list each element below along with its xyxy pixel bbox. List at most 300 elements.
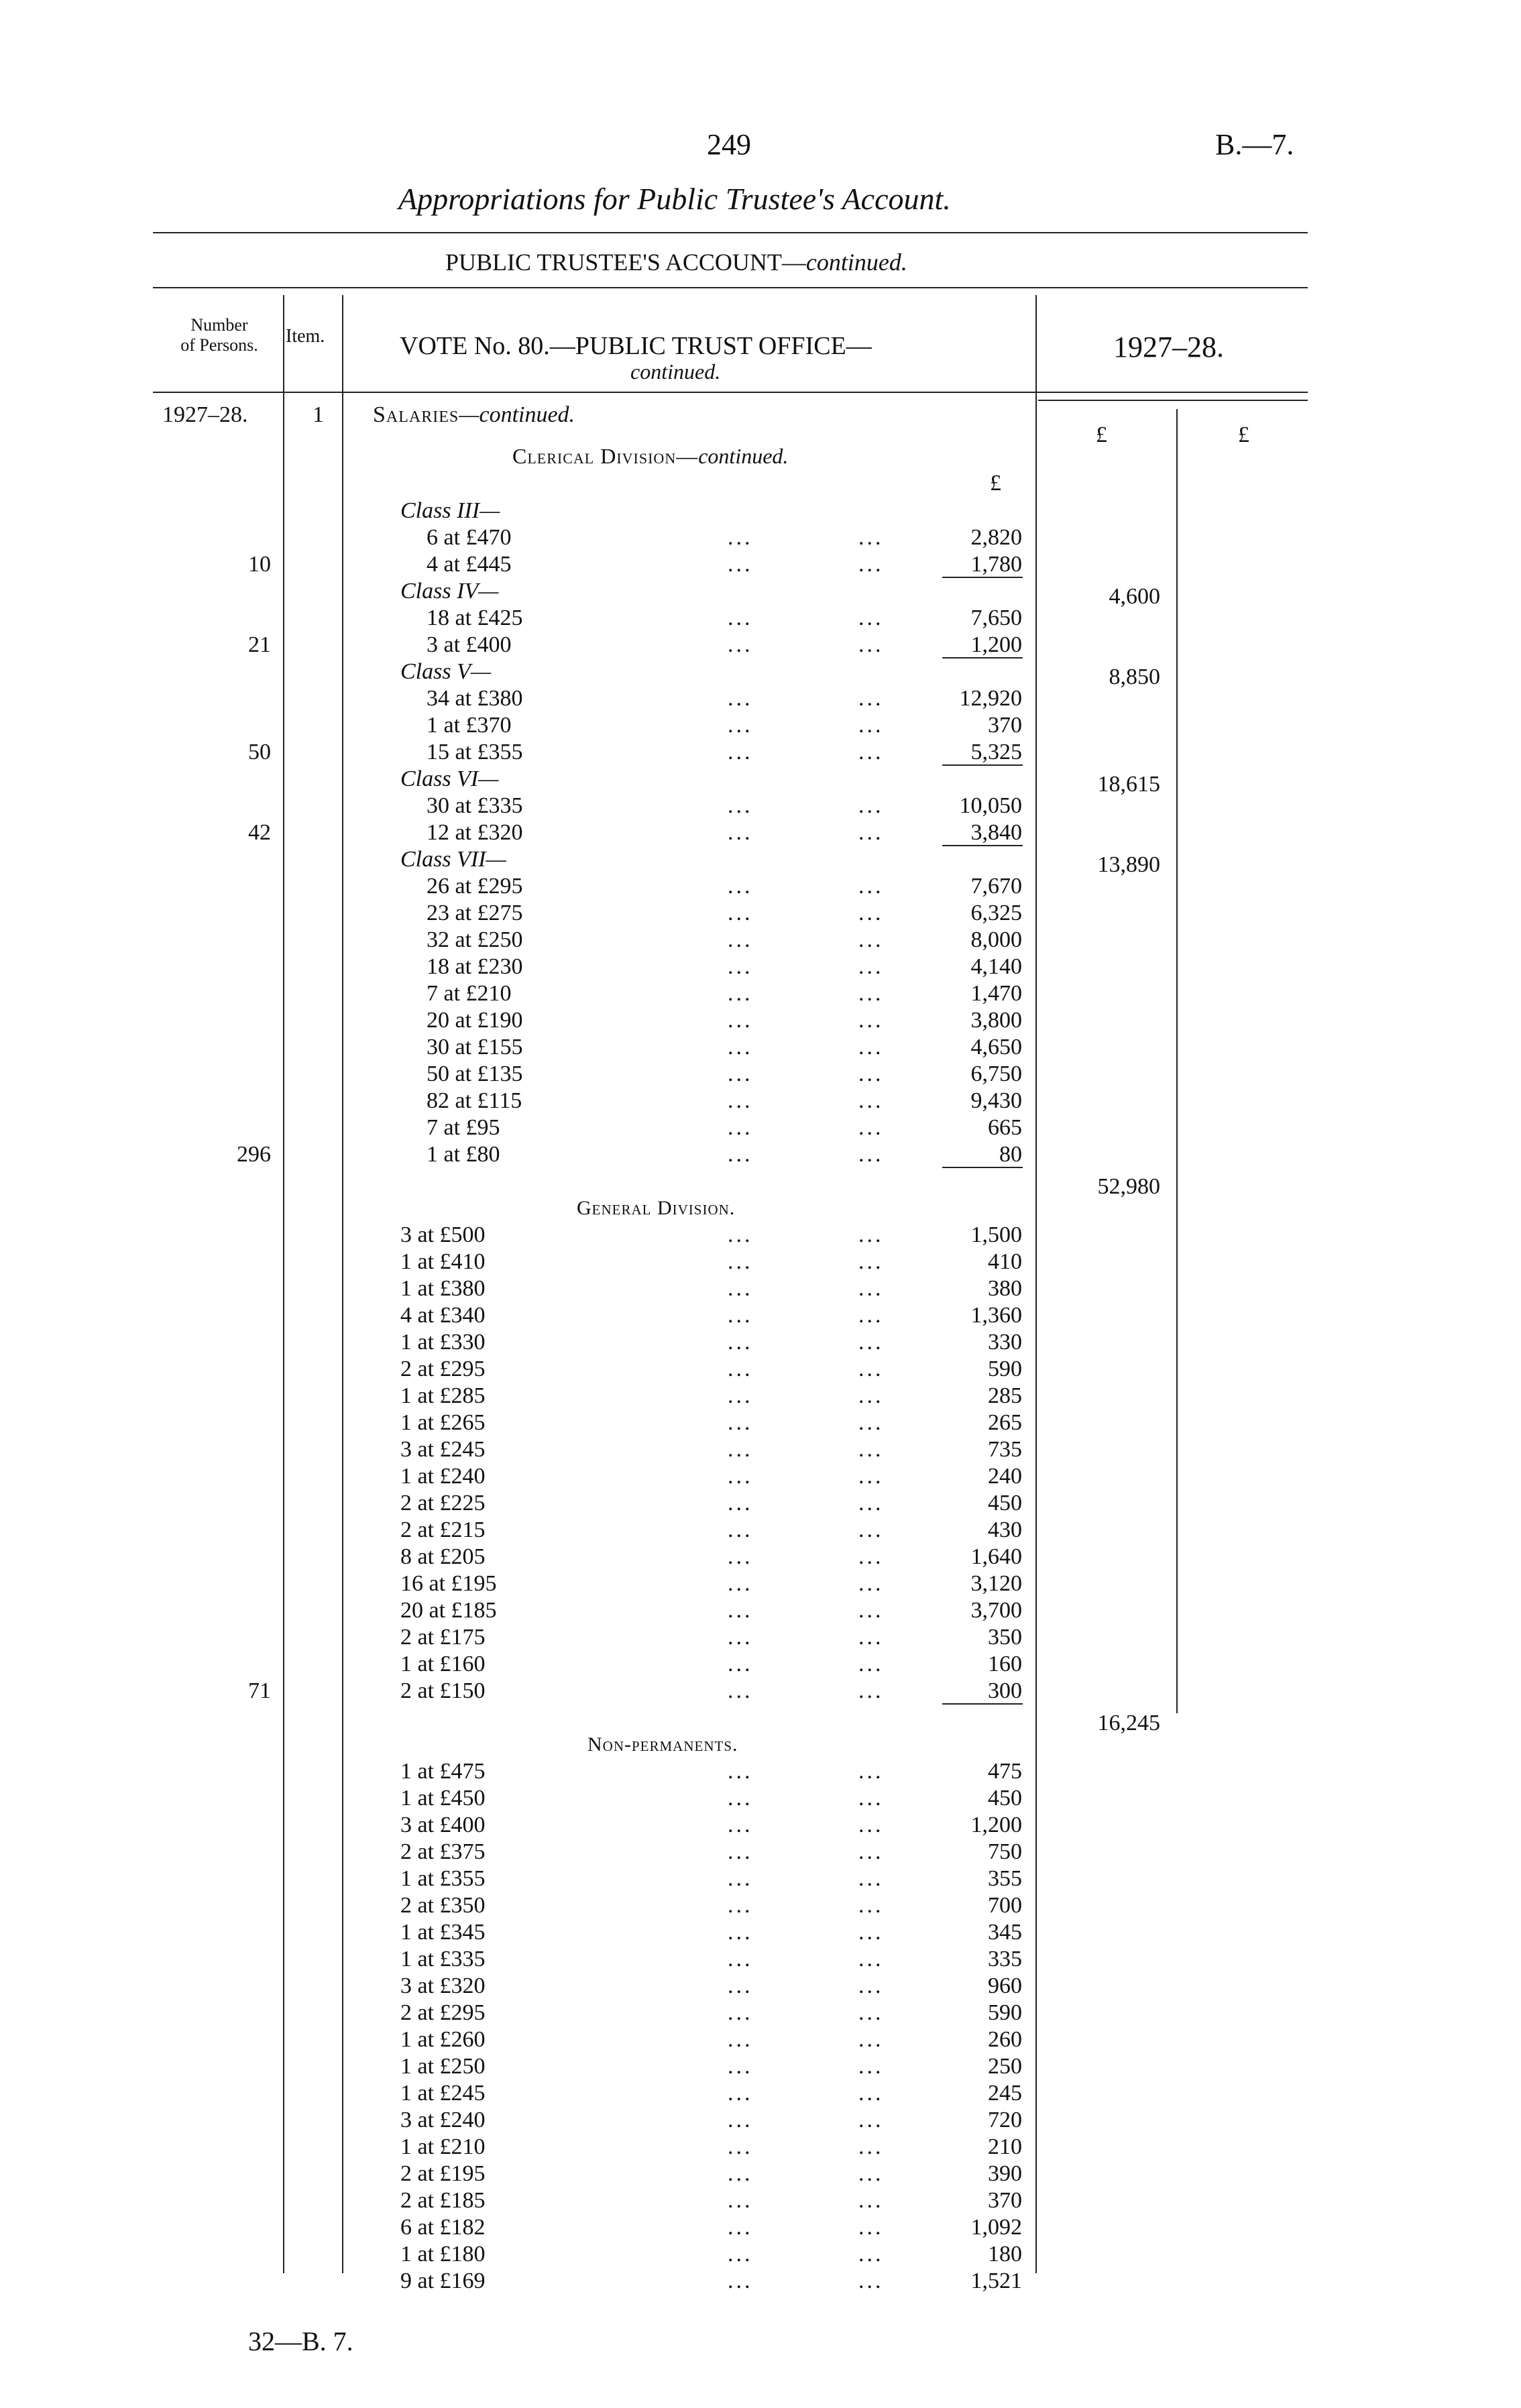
subtotal-rule bbox=[942, 657, 1023, 658]
column-header-persons: Number of Persons. bbox=[180, 315, 258, 355]
amount: 3,120 bbox=[970, 1571, 1022, 1596]
schedule-row bbox=[0, 2134, 1521, 2161]
title-divider bbox=[153, 232, 1308, 233]
rate-label: 1 at £80 bbox=[427, 1142, 500, 1167]
section-heading-row bbox=[0, 1731, 1521, 1758]
leader-dots: ... bbox=[858, 1383, 884, 1408]
rate-label: 1 at £260 bbox=[400, 2027, 486, 2052]
amount: 2,820 bbox=[970, 525, 1022, 550]
leader-dots: ... bbox=[858, 1652, 884, 1676]
rate-label: 82 at £115 bbox=[427, 1088, 522, 1113]
class-label: Class VII— bbox=[400, 847, 506, 872]
schedule-row bbox=[0, 1302, 1521, 1329]
leader-dots: ... bbox=[858, 1678, 884, 1703]
schedule-row bbox=[0, 1678, 1521, 1705]
leader-dots: ... bbox=[858, 927, 884, 952]
leader-dots: ... bbox=[858, 2000, 884, 2025]
rate-label: 2 at £195 bbox=[400, 2161, 486, 2186]
amount: 9,430 bbox=[970, 1088, 1022, 1113]
schedule-row bbox=[0, 2187, 1521, 2214]
persons-year-label: 1927–28. bbox=[162, 402, 248, 427]
amount: 6,325 bbox=[970, 901, 1022, 925]
amount: 475 bbox=[988, 1759, 1022, 1784]
amount: 380 bbox=[988, 1276, 1022, 1301]
leader-dots: ... bbox=[728, 1142, 753, 1167]
amount: 750 bbox=[988, 1839, 1022, 1864]
leader-dots: ... bbox=[728, 1866, 753, 1891]
schedule-row bbox=[0, 2268, 1521, 2295]
schedule-row bbox=[0, 1383, 1521, 1410]
subtotal-rule bbox=[942, 764, 1023, 766]
leader-dots: ... bbox=[858, 1410, 884, 1435]
amount: 7,650 bbox=[970, 606, 1022, 630]
schedule-row bbox=[0, 685, 1521, 712]
leader-dots: ... bbox=[858, 1062, 884, 1086]
amount: 1,200 bbox=[970, 632, 1022, 657]
class-total: 52,980 bbox=[1097, 1174, 1160, 1199]
leader-dots: ... bbox=[728, 1035, 753, 1059]
leader-dots: ... bbox=[858, 820, 884, 845]
amount: 1,521 bbox=[970, 2269, 1022, 2293]
leader-dots: ... bbox=[728, 1062, 753, 1086]
class-total: 4,600 bbox=[1109, 584, 1160, 609]
schedule-row bbox=[0, 1222, 1521, 1249]
pound-column-label-1: £ bbox=[1096, 422, 1107, 447]
schedule-row bbox=[0, 1973, 1521, 2000]
leader-dots: ... bbox=[858, 1893, 884, 1918]
rate-label: 2 at £375 bbox=[400, 1839, 486, 1864]
schedule-row bbox=[0, 2161, 1521, 2187]
schedule-row bbox=[0, 1007, 1521, 1034]
class-row bbox=[0, 846, 1521, 877]
rate-label: 2 at £175 bbox=[400, 1625, 486, 1650]
leader-dots: ... bbox=[858, 1598, 884, 1623]
rate-label: 2 at £225 bbox=[400, 1491, 486, 1515]
schedule-row bbox=[0, 632, 1521, 658]
leader-dots: ... bbox=[728, 1464, 753, 1489]
schedule-row bbox=[0, 793, 1521, 819]
leader-dots: ... bbox=[858, 1464, 884, 1489]
leader-dots: ... bbox=[728, 2269, 753, 2293]
leader-dots: ... bbox=[858, 1276, 884, 1301]
header-bottom-rule bbox=[153, 392, 1308, 393]
amount: 370 bbox=[988, 2188, 1022, 2213]
section-heading: General Division. bbox=[577, 1197, 736, 1219]
amount: 12,920 bbox=[959, 686, 1022, 711]
rate-label: 1 at £250 bbox=[400, 2054, 486, 2079]
schedule-row bbox=[0, 1597, 1521, 1624]
amount: 245 bbox=[988, 2081, 1022, 2106]
leader-dots: ... bbox=[728, 1383, 753, 1408]
schedule-row bbox=[0, 980, 1521, 1007]
amount: 450 bbox=[988, 1491, 1022, 1515]
column-header-vote-continued: continued. bbox=[630, 359, 721, 384]
leader-dots: ... bbox=[728, 1303, 753, 1328]
amount: 4,140 bbox=[970, 954, 1022, 979]
rate-label: 1 at £160 bbox=[400, 1652, 486, 1676]
rate-label: 18 at £230 bbox=[427, 954, 523, 979]
page-title: Appropriations for Public Trustee's Account. bbox=[398, 182, 951, 216]
amount: 265 bbox=[988, 1410, 1022, 1435]
amount: 735 bbox=[988, 1437, 1022, 1462]
leader-dots: ... bbox=[728, 793, 753, 818]
rate-label: 2 at £295 bbox=[400, 2000, 486, 2025]
amount-pound-label: £ bbox=[990, 471, 1001, 496]
rate-label: 30 at £155 bbox=[427, 1035, 523, 1059]
leader-dots: ... bbox=[858, 1866, 884, 1891]
amount: 960 bbox=[988, 1973, 1022, 1998]
leader-dots: ... bbox=[728, 632, 753, 657]
leader-dots: ... bbox=[728, 1330, 753, 1355]
leader-dots: ... bbox=[728, 740, 753, 764]
page-number: 249 bbox=[707, 128, 751, 161]
rate-label: 2 at £185 bbox=[400, 2188, 486, 2213]
schedule-row bbox=[0, 1839, 1521, 1866]
rate-label: 3 at £320 bbox=[400, 1973, 486, 1998]
leader-dots: ... bbox=[858, 686, 884, 711]
rate-label: 3 at £500 bbox=[400, 1222, 486, 1247]
amount: 1,360 bbox=[970, 1303, 1022, 1328]
leader-dots: ... bbox=[728, 2108, 753, 2132]
leader-dots: ... bbox=[858, 713, 884, 738]
section-heading-row bbox=[0, 1195, 1521, 1222]
rate-label: 12 at £320 bbox=[427, 820, 523, 845]
leader-dots: ... bbox=[858, 1947, 884, 1971]
leader-dots: ... bbox=[728, 1517, 753, 1542]
amount: 1,640 bbox=[970, 1544, 1022, 1569]
amount: 700 bbox=[988, 1893, 1022, 1918]
rate-label: 1 at £355 bbox=[400, 1866, 486, 1891]
amount: 450 bbox=[988, 1786, 1022, 1811]
schedule-row bbox=[0, 605, 1521, 632]
class-row bbox=[0, 498, 1521, 524]
leader-dots: ... bbox=[728, 874, 753, 899]
rate-label: 4 at £445 bbox=[427, 552, 512, 577]
leader-dots: ... bbox=[858, 1035, 884, 1059]
leader-dots: ... bbox=[728, 901, 753, 925]
leader-dots: ... bbox=[728, 1276, 753, 1301]
leader-dots: ... bbox=[858, 525, 884, 550]
rate-label: 3 at £400 bbox=[400, 1813, 486, 1837]
rate-label: 1 at £380 bbox=[400, 1276, 486, 1301]
leader-dots: ... bbox=[858, 2215, 884, 2240]
rate-label: 1 at £285 bbox=[400, 1383, 486, 1408]
subtotal-rule bbox=[942, 845, 1023, 846]
amount: 8,000 bbox=[970, 927, 1022, 952]
column-header-year: 1927–28. bbox=[1113, 331, 1224, 363]
leader-dots: ... bbox=[858, 740, 884, 764]
persons-count: 42 bbox=[248, 820, 271, 845]
section-heading: Non-permanents. bbox=[587, 1733, 738, 1756]
schedule-row bbox=[0, 1490, 1521, 1517]
persons-count: 71 bbox=[248, 1678, 271, 1703]
leader-dots: ... bbox=[728, 1088, 753, 1113]
amount: 720 bbox=[988, 2108, 1022, 2132]
schedule-row bbox=[0, 1919, 1521, 1946]
amount: 5,325 bbox=[970, 740, 1022, 764]
amount: 430 bbox=[988, 1517, 1022, 1542]
schedule-row bbox=[0, 1034, 1521, 1061]
item-number: 1 bbox=[313, 402, 324, 427]
leader-dots: ... bbox=[858, 2269, 884, 2293]
rate-label: 15 at £355 bbox=[427, 740, 523, 764]
schedule-row bbox=[0, 2080, 1521, 2107]
schedule-row bbox=[0, 1275, 1521, 1302]
schedule-row bbox=[0, 873, 1521, 900]
amount: 300 bbox=[988, 1678, 1022, 1703]
amount: 160 bbox=[988, 1652, 1022, 1676]
rate-label: 2 at £350 bbox=[400, 1893, 486, 1918]
leader-dots: ... bbox=[728, 1678, 753, 1703]
leader-dots: ... bbox=[728, 1973, 753, 1998]
leader-dots: ... bbox=[728, 606, 753, 630]
rate-label: 1 at £335 bbox=[400, 1947, 486, 1971]
leader-dots: ... bbox=[728, 1222, 753, 1247]
amount: 345 bbox=[988, 1920, 1022, 1945]
amount: 240 bbox=[988, 1464, 1022, 1489]
rate-label: 34 at £380 bbox=[427, 686, 523, 711]
rate-label: 8 at £205 bbox=[400, 1544, 486, 1569]
leader-dots: ... bbox=[728, 2027, 753, 2052]
leader-dots: ... bbox=[858, 2054, 884, 2079]
amount: 370 bbox=[988, 713, 1022, 738]
leader-dots: ... bbox=[858, 1491, 884, 1515]
schedule-row bbox=[0, 1114, 1521, 1141]
leader-dots: ... bbox=[728, 1437, 753, 1462]
leader-dots: ... bbox=[728, 1839, 753, 1864]
schedule-row bbox=[0, 524, 1521, 551]
leader-dots: ... bbox=[858, 1571, 884, 1596]
amount: 1,200 bbox=[970, 1813, 1022, 1837]
amount: 350 bbox=[988, 1625, 1022, 1650]
schedule-row bbox=[0, 1436, 1521, 1463]
year-subheader-rule bbox=[1038, 400, 1308, 401]
leader-dots: ... bbox=[858, 2161, 884, 2186]
amount: 285 bbox=[988, 1383, 1022, 1408]
page-subtitle: PUBLIC TRUSTEE'S ACCOUNT—continued. bbox=[445, 249, 907, 276]
subtotal-rule bbox=[942, 1167, 1023, 1168]
rate-label: 6 at £182 bbox=[400, 2215, 486, 2240]
subtotal-rule bbox=[942, 1703, 1023, 1705]
leader-dots: ... bbox=[858, 901, 884, 925]
rate-label: 2 at £215 bbox=[400, 1517, 486, 1542]
leader-dots: ... bbox=[858, 1813, 884, 1837]
rate-label: 20 at £190 bbox=[427, 1008, 523, 1033]
leader-dots: ... bbox=[858, 2188, 884, 2213]
leader-dots: ... bbox=[858, 1517, 884, 1542]
column-header-vote-title: VOTE No. 80.—PUBLIC TRUST OFFICE— bbox=[400, 332, 872, 360]
salaries-heading: Salaries—continued. bbox=[373, 402, 575, 427]
amount: 80 bbox=[999, 1142, 1022, 1167]
leader-dots: ... bbox=[728, 2215, 753, 2240]
amount: 250 bbox=[988, 2054, 1022, 2079]
leader-dots: ... bbox=[858, 981, 884, 1006]
rate-label: 3 at £240 bbox=[400, 2108, 486, 2132]
rate-label: 26 at £295 bbox=[427, 874, 523, 899]
amount: 210 bbox=[988, 2134, 1022, 2159]
leader-dots: ... bbox=[858, 1437, 884, 1462]
schedule-row bbox=[0, 712, 1521, 739]
leader-dots: ... bbox=[858, 793, 884, 818]
amount: 3,800 bbox=[970, 1008, 1022, 1033]
amount: 410 bbox=[988, 1249, 1022, 1274]
amount: 590 bbox=[988, 2000, 1022, 2025]
leader-dots: ... bbox=[858, 606, 884, 630]
amount: 335 bbox=[988, 1947, 1022, 1971]
rate-label: 7 at £210 bbox=[427, 981, 512, 1006]
schedule-row bbox=[0, 1249, 1521, 1275]
rate-label: 20 at £185 bbox=[400, 1598, 497, 1623]
schedule-row bbox=[0, 1088, 1521, 1114]
amount: 1,500 bbox=[970, 1222, 1022, 1247]
leader-dots: ... bbox=[858, 1759, 884, 1784]
schedule-row bbox=[0, 1758, 1521, 1785]
leader-dots: ... bbox=[858, 1357, 884, 1381]
leader-dots: ... bbox=[728, 1786, 753, 1811]
leader-dots: ... bbox=[858, 1839, 884, 1864]
leader-dots: ... bbox=[728, 954, 753, 979]
amount: 4,650 bbox=[970, 1035, 1022, 1059]
schedule-row bbox=[0, 2214, 1521, 2241]
leader-dots: ... bbox=[728, 1491, 753, 1515]
leader-dots: ... bbox=[728, 2134, 753, 2159]
schedule-row bbox=[0, 1570, 1521, 1597]
schedule-row bbox=[0, 2026, 1521, 2053]
schedule-row bbox=[0, 1463, 1521, 1490]
leader-dots: ... bbox=[728, 1813, 753, 1837]
schedule-row bbox=[0, 2053, 1521, 2080]
leader-dots: ... bbox=[728, 1115, 753, 1140]
class-total: 16,245 bbox=[1097, 1711, 1160, 1735]
rate-label: 1 at £410 bbox=[400, 1249, 486, 1274]
schedule-row bbox=[0, 551, 1521, 578]
rate-label: 1 at £180 bbox=[400, 2242, 486, 2267]
leader-dots: ... bbox=[858, 2081, 884, 2106]
rate-label: 6 at £470 bbox=[427, 525, 512, 550]
leader-dots: ... bbox=[858, 2242, 884, 2267]
rate-label: 1 at £245 bbox=[400, 2081, 486, 2106]
schedule-row bbox=[0, 1785, 1521, 1812]
amount: 1,092 bbox=[970, 2215, 1022, 2240]
leader-dots: ... bbox=[728, 2188, 753, 2213]
amount: 260 bbox=[988, 2027, 1022, 2052]
amount: 665 bbox=[988, 1115, 1022, 1140]
leader-dots: ... bbox=[728, 1947, 753, 1971]
class-row bbox=[0, 658, 1521, 689]
leader-dots: ... bbox=[728, 1249, 753, 1274]
leader-dots: ... bbox=[728, 2242, 753, 2267]
schedule-row bbox=[0, 1168, 1521, 1199]
leader-dots: ... bbox=[858, 1330, 884, 1355]
schedule-row bbox=[0, 1329, 1521, 1356]
schedule-row bbox=[0, 1356, 1521, 1383]
schedule-row bbox=[0, 2241, 1521, 2268]
leader-dots: ... bbox=[858, 1303, 884, 1328]
schedule-row bbox=[0, 1517, 1521, 1544]
schedule-row bbox=[0, 900, 1521, 927]
rate-label: 1 at £450 bbox=[400, 1786, 486, 1811]
amount: 590 bbox=[988, 1357, 1022, 1381]
schedule-row bbox=[0, 1946, 1521, 1973]
leader-dots: ... bbox=[858, 954, 884, 979]
schedule-row bbox=[0, 2000, 1521, 2026]
schedule-row bbox=[0, 1812, 1521, 1839]
rate-label: 1 at £330 bbox=[400, 1330, 486, 1355]
rate-label: 1 at £345 bbox=[400, 1920, 486, 1945]
leader-dots: ... bbox=[858, 2027, 884, 2052]
leader-dots: ... bbox=[728, 1598, 753, 1623]
persons-count: 296 bbox=[237, 1142, 271, 1167]
rate-label: 18 at £425 bbox=[427, 606, 523, 630]
leader-dots: ... bbox=[728, 1410, 753, 1435]
amount: 390 bbox=[988, 2161, 1022, 2186]
leader-dots: ... bbox=[728, 1893, 753, 1918]
amount: 180 bbox=[988, 2242, 1022, 2267]
schedule-row bbox=[0, 927, 1521, 954]
leader-dots: ... bbox=[728, 981, 753, 1006]
leader-dots: ... bbox=[728, 1544, 753, 1569]
leader-dots: ... bbox=[728, 1008, 753, 1033]
rate-label: 1 at £265 bbox=[400, 1410, 486, 1435]
leader-dots: ... bbox=[728, 1625, 753, 1650]
persons-count: 50 bbox=[248, 740, 271, 764]
class-total: 8,850 bbox=[1109, 665, 1160, 689]
schedule-row bbox=[0, 1866, 1521, 1892]
page-signature: 32—B. 7. bbox=[248, 2326, 353, 2356]
leader-dots: ... bbox=[858, 1920, 884, 1945]
amount: 3,840 bbox=[970, 820, 1022, 845]
rate-label: 1 at £210 bbox=[400, 2134, 486, 2159]
amount: 1,780 bbox=[970, 552, 1022, 577]
leader-dots: ... bbox=[858, 1973, 884, 1998]
leader-dots: ... bbox=[728, 713, 753, 738]
leader-dots: ... bbox=[728, 1652, 753, 1676]
class-label: Class V— bbox=[400, 659, 492, 684]
rate-label: 1 at £240 bbox=[400, 1464, 486, 1489]
rate-label: 3 at £245 bbox=[400, 1437, 486, 1462]
leader-dots: ... bbox=[728, 1920, 753, 1945]
amount: 355 bbox=[988, 1866, 1022, 1891]
leader-dots: ... bbox=[858, 1544, 884, 1569]
subtotal-rule bbox=[942, 577, 1023, 578]
rate-label: 50 at £135 bbox=[427, 1062, 523, 1086]
leader-dots: ... bbox=[858, 632, 884, 657]
rate-label: 23 at £275 bbox=[427, 901, 523, 925]
leader-dots: ... bbox=[858, 2134, 884, 2159]
leader-dots: ... bbox=[728, 2000, 753, 2025]
schedule-row bbox=[0, 1624, 1521, 1651]
leader-dots: ... bbox=[728, 820, 753, 845]
rate-label: 9 at £169 bbox=[400, 2269, 486, 2293]
column-header-item: Item. bbox=[286, 326, 325, 347]
schedule-row bbox=[0, 1410, 1521, 1436]
schedule-row bbox=[0, 1061, 1521, 1088]
rate-label: 3 at £400 bbox=[427, 632, 512, 657]
leader-dots: ... bbox=[728, 2161, 753, 2186]
pound-column-label-2: £ bbox=[1238, 422, 1249, 447]
amount: 3,700 bbox=[970, 1598, 1022, 1623]
clerical-division-heading: Clerical Division—continued. bbox=[512, 444, 789, 468]
leader-dots: ... bbox=[728, 552, 753, 577]
amount: 10,050 bbox=[959, 793, 1022, 818]
rate-label: 1 at £475 bbox=[400, 1759, 486, 1784]
leader-dots: ... bbox=[858, 1115, 884, 1140]
leader-dots: ... bbox=[728, 2054, 753, 2079]
leader-dots: ... bbox=[728, 1357, 753, 1381]
leader-dots: ... bbox=[858, 1625, 884, 1650]
document-reference: B.—7. bbox=[1215, 128, 1294, 161]
class-total: 13,890 bbox=[1097, 852, 1160, 877]
